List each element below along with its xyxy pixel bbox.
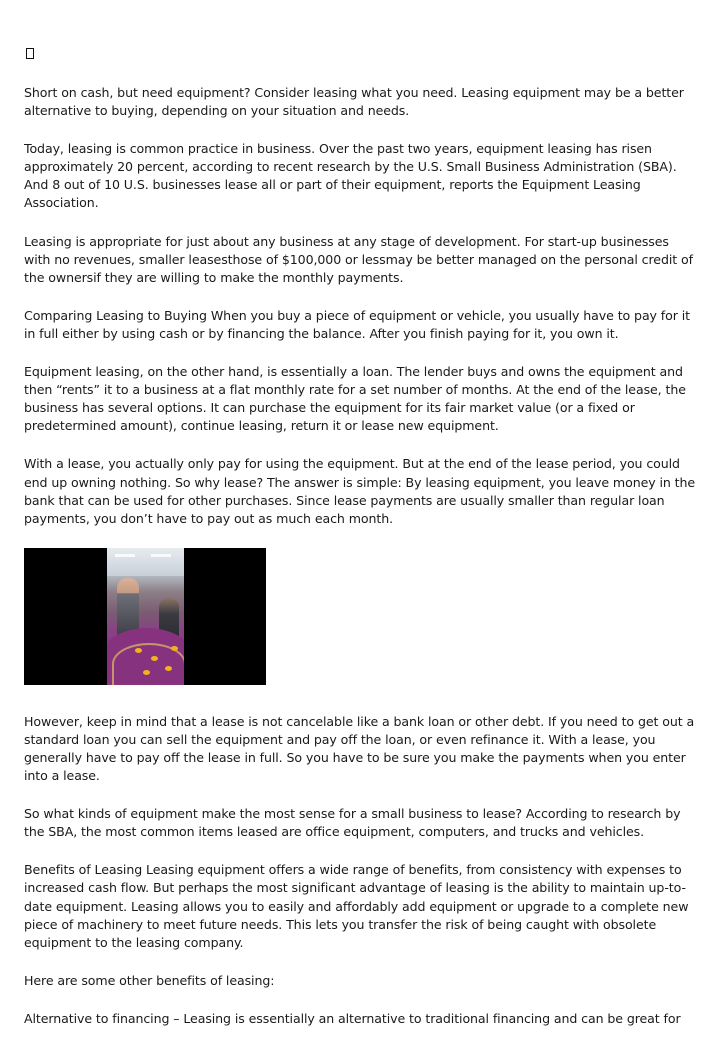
paragraph-other-benefits: Here are some other benefits of leasing: bbox=[24, 972, 275, 988]
paragraph-not-cancelable: However, keep in mind that a lease is not cancelable like a bank loan or other debt. If you need to get out a standard loan you can sell the equipment and pay off the loan, or even refinance it. With a lease, you generally have to pay off the lease in full. So you have to be sure you make the payments when you enter into a lease. bbox=[24, 713, 695, 784]
thumbnail-chip bbox=[143, 670, 150, 675]
thumbnail-ceiling bbox=[107, 548, 184, 576]
thumbnail-light bbox=[151, 554, 171, 557]
thumbnail-chip bbox=[135, 648, 142, 653]
paragraph-equipment-leasing: Equipment leasing, on the other hand, is essentially a loan. The lender buys and owns the equipment and then “rents” it to a business at a flat monthly rate for a set number of months. At the end of the lease, the business has several options. It can purchase the equipment for its fair market value (or a fixed or predetermined amount), continue leasing, return it or lease new equipment. bbox=[24, 364, 686, 434]
paragraph-comparing: Comparing Leasing to Buying When you buy a piece of equipment or vehicle, you usually have to pay for it in full either by using cash or by financing the balance. After you finish paying for it, you own it. bbox=[24, 307, 690, 341]
thumbnail-chip bbox=[151, 656, 158, 661]
video-thumbnail bbox=[107, 548, 184, 685]
thumbnail-light bbox=[115, 554, 135, 557]
paragraph-with-a-lease: With a lease, you actually only pay for using the equipment. But at the end of the lease period, you could end up owning nothing. So why lease? The answer is simple: By leasing equipment, you leave money in the bank that can be used for other purchases. Since lease payments are usually smaller than regular loan payments, you don’t have to pay out as much each month. bbox=[24, 456, 696, 526]
article-body bbox=[24, 44, 696, 1048]
thumbnail-chip bbox=[165, 666, 172, 671]
paragraph-intro: Short on cash, but need equipment? Consider leasing what you need. Leasing equipment may be a better alternative to buying, depending on your situation and needs. bbox=[24, 85, 684, 119]
paragraph-leasing-common: Today, leasing is common practice in business. Over the past two years, equipment leasing has risen approximately 20 percent, according to recent research by the U.S. Small Business Administration (SBA). And 8 out of 10 U.S. businesses lease all or part of their equipment, reports the Equipment Leasing Association. bbox=[24, 141, 677, 211]
paragraph-leasing-appropriate: Leasing is appropriate for just about any business at any stage of development. For start-up businesses with no revenues, smaller leasesthose of $100,000 or lessmay be better managed on the personal credit of the ownersif they are willing to make the monthly payments. bbox=[24, 233, 693, 285]
paragraph-kinds-of-equipment: So what kinds of equipment make the most sense for a small business to lease? According to research by the SBA, the most common items leased are office equipment, computers, and trucks and vehicles. bbox=[24, 806, 681, 840]
paragraph-alternative-financing: Alternative to financing – Leasing is essentially an alternative to traditional financing and can be great for bbox=[24, 1010, 681, 1026]
embedded-video[interactable] bbox=[24, 548, 266, 685]
thumbnail-chip bbox=[171, 646, 178, 651]
glyph-row bbox=[24, 44, 696, 60]
missing-glyph-icon bbox=[26, 48, 34, 59]
paragraph-benefits: Benefits of Leasing Leasing equipment offers a wide range of benefits, from consistency with expenses to increased cash flow. But perhaps the most significant advantage of leasing is the ability to maintain up-to-date equipment. Leasing allows you to easily and affordably add equipment or upgrade to a complete new piece of machinery to meet future needs. This lets you transfer the risk of being caught with obsolete equipment to the leasing company. bbox=[24, 862, 689, 950]
